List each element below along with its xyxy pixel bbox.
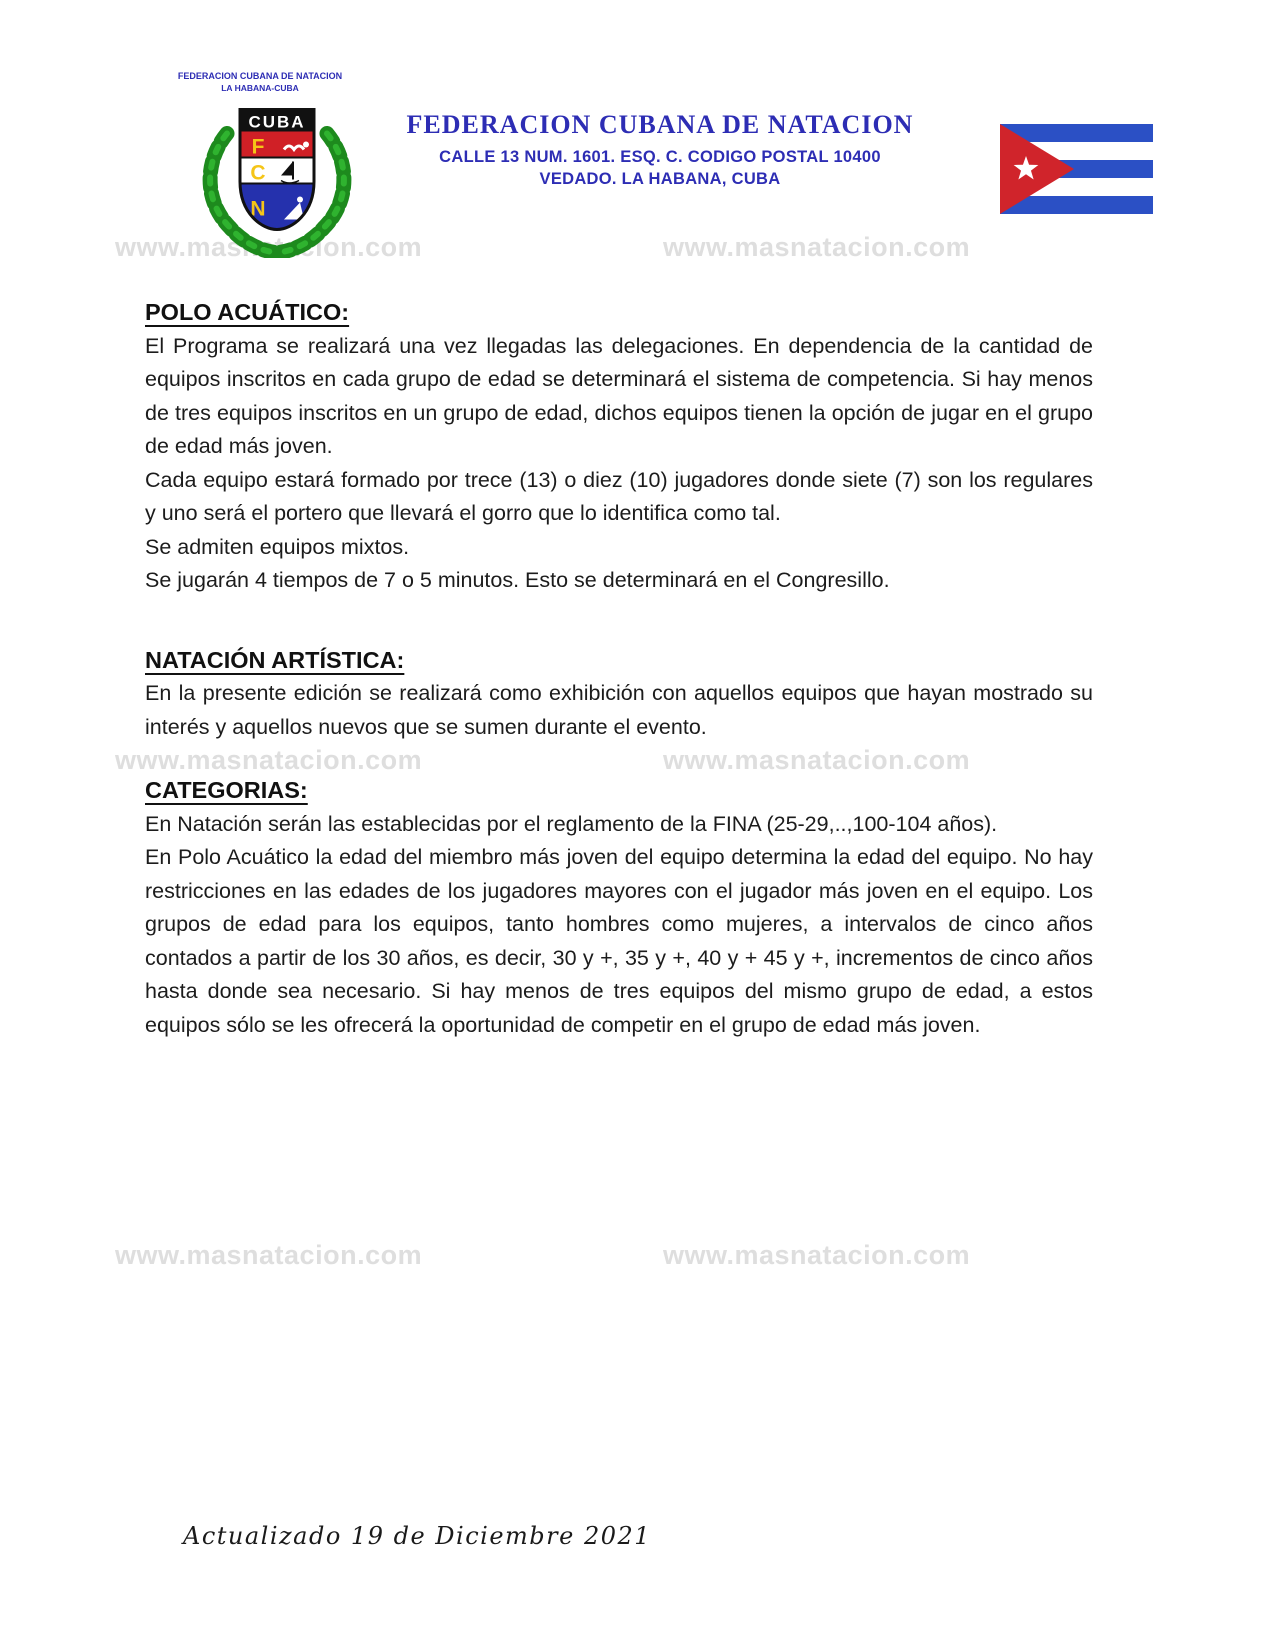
- shield-letter-n: N: [250, 197, 266, 221]
- watermark-masnatacion: www.masnatacion.com: [663, 232, 971, 262]
- shield-letter-f: F: [251, 135, 265, 159]
- footer-updated-date: Actualizado 19 de Diciembre 2021: [183, 1522, 652, 1550]
- paragraph: En Polo Acuático la edad del miembro más joven del equipo determina la edad del equipo. No hay restricciones en las edades de los jugadores mayores con el jugador más joven en el equipo. Los grupos de edad para los equipos, tanto hombres como mujeres, a intervalos de cinco años contados a partir de los 30 años, es decir, 30 y +, 35 y +, 40 y + 45 y +, incrementos de cinco años hasta donde sea necesario. Si hay menos de tres equipos del mismo grupo de edad, a estos equipos sólo se les ofrecerá la oportunidad de competir en el grupo de edad más joven.: [145, 845, 1093, 1037]
- federation-title: FEDERACION CUBANA DE NATACION: [406, 110, 914, 139]
- section-natacion-artistica: [145, 644, 1093, 745]
- paragraph: En Natación serán las establecidas por el reglamento de la FINA (25-29,..,100-104 años).: [145, 811, 998, 836]
- logo-caption: [140, 70, 380, 94]
- shield-letter-c: C: [250, 161, 266, 185]
- logo-caption-line1: FEDERACION CUBANA DE NATACION: [177, 71, 343, 81]
- watermark-masnatacion: www.masnatacion.com: [115, 1240, 423, 1270]
- letterhead: [400, 110, 920, 190]
- paragraph: Cada equipo estará formado por trece (13) o diez (10) jugadores donde siete (7) son los regulares y uno será el portero que llevará el gorro que lo identifica como tal.: [145, 467, 1093, 525]
- watermark-masnatacion: www.masnatacion.com: [663, 1240, 971, 1270]
- section-polo-acuatico: [145, 296, 1093, 598]
- federation-address-line2: VEDADO. LA HABANA, CUBA: [539, 170, 781, 188]
- heading-polo-acuatico: POLO ACUÁTICO:: [145, 299, 350, 325]
- paragraph: Se jugarán 4 tiempos de 7 o 5 minutos. Esto se determinará en el Congresillo.: [145, 568, 890, 592]
- paragraph: En la presente edición se realizará como exhibición con aquellos equipos que hayan mostrado su interés y aquellos nuevos que se sumen durante el evento.: [145, 681, 1093, 739]
- federation-address-line1: CALLE 13 NUM. 1601. ESQ. C. CODIGO POSTAL 10400: [439, 148, 881, 166]
- shield-title: CUBA: [248, 112, 306, 132]
- watermark-masnatacion: www.masnatacion.com: [115, 232, 423, 262]
- heading-natacion-artistica: NATACIÓN ARTÍSTICA:: [145, 646, 405, 673]
- section-categorias: [145, 774, 1093, 1042]
- watermark-masnatacion: www.masnatacion.com: [663, 745, 971, 775]
- paragraph: Se admiten equipos mixtos.: [145, 534, 410, 559]
- cuban-flag-icon: [1000, 124, 1153, 214]
- heading-categorias: CATEGORIAS:: [145, 777, 308, 803]
- watermark-masnatacion: www.masnatacion.com: [115, 745, 423, 775]
- federation-emblem-logo: [192, 100, 362, 258]
- document-body: [145, 296, 1093, 1042]
- logo-caption-line2: LA HABANA-CUBA: [221, 83, 299, 93]
- paragraph: El Programa se realizará una vez llegadas las delegaciones. En dependencia de la cantidad de equipos inscritos en cada grupo de edad se determinará el sistema de competencia. Si hay menos de tres equipos inscritos en un grupo de edad, dichos equipos tienen la opción de jugar en el grupo de edad más joven.: [145, 333, 1093, 458]
